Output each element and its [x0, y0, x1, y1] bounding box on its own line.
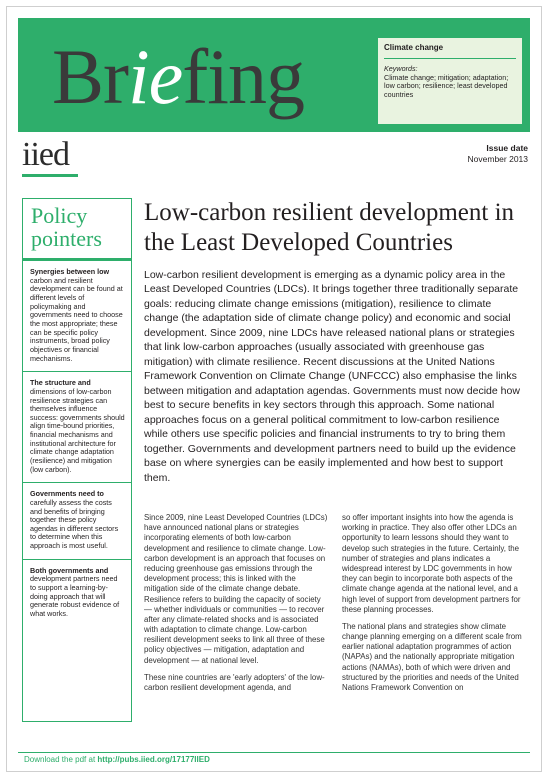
topic-keywords-box — [378, 38, 522, 124]
article-summary: Low-carbon resilient development is emerging as a dynamic policy area in the Least Developed Countries (LDCs). It brings together three traditionally separate goals: reducing climate change emissions (mitigation), resilience to climate change (the adaptation side of climate change policy) and economic and social development. Since 2009, nine LDCs have released national plans or strategies that link low-carbon approaches (usually associated with greenhouse gas mitigation) with climate resilience. Recent discussions at the United Nations Framework Convention on Climate Change (UNFCCC) also emphasise the links between mitigation and adaptation agendas. Governments must now decide how best to secure benefits in key sectors through this approach. Some national approaches focus on a general political commitment to low-carbon resilience while others use specific policies and financial instruments to try to bring them together. Governments and development partners need to build up the evidence base on where synergies can be easily implemented and how best to support them. — [144, 269, 520, 484]
issue-date-value: November 2013 — [467, 153, 528, 164]
iied-logo: iied — [22, 136, 69, 173]
footer-rule — [18, 752, 530, 753]
body-paragraph: Since 2009, nine Least Developed Countries (LDCs) have announced national plans or strategies incorporating elements of both low-carbon development and resilience to climate change. Low-carbon development is an approach that focuses on reducing greenhouse gas emissions through the development process; this is linked with the mitigation side of the climate change debate. Resilience refers to building the capacity of society — whether individuals or communities — to recover after any climate-related shocks and is associated with adaptation to climate change. Low-carbon resilient development seeks to link all three of these policy objectives — mitigation, adaptation and development — at national level. — [144, 513, 328, 665]
body-paragraph: The national plans and strategies show climate change planning emerging on a different scale from earlier national adaptation programmes of action (NAPAs) and the nationally appropriate mitigation actions (NAMAs), both of which were driven and structured by the priorities and needs of the United Nations Framework Convention on — [342, 621, 522, 692]
logo-underline — [22, 174, 78, 177]
policy-pointer-lead: The structure and — [30, 378, 91, 388]
body-column-right — [342, 513, 526, 749]
briefing-title-start: Br — [52, 33, 128, 120]
body-column-left — [144, 513, 328, 749]
download-link[interactable]: http://pubs.iied.org/17177IIED — [97, 755, 210, 764]
policy-pointer-lead: Synergies between low — [30, 267, 110, 277]
policy-pointer-text: development partners need to support a learning-by-doing approach that will generate robust evidence of what works. — [30, 574, 120, 618]
policy-pointer-text: carefully assess the costs and benefits of bringing together these policy agendas in different sectors to determine when this approach is most useful. — [30, 497, 119, 551]
article-headline: Low-carbon resilient development in the Least Developed Countries — [144, 199, 515, 256]
body-paragraph: so offer important insights into how the agenda is working in practice. They also offer other LDCs an opportunity to learn lessons should they want to develop such strategies in the future. Certainly, the number of strategies and plans indicates a widespread interest by LDC governments in how they can begin to incorporate both aspects of the climate change agenda at the national level, and a high level of support from development partners for these planning processes. — [342, 513, 521, 614]
policy-pointer-item — [23, 483, 131, 559]
policy-pointer-item — [23, 560, 131, 627]
keywords-text: Climate change; mitigation; adaptation; low carbon; resilience; least developed countries — [384, 72, 509, 100]
policy-pointer-lead: Both governments and — [30, 565, 109, 575]
keywords-label: Keywords: — [384, 63, 418, 73]
download-prefix: Download the pdf at — [24, 755, 98, 764]
issue-date-label: Issue date — [486, 143, 528, 153]
policy-pointer-item — [23, 261, 131, 372]
policy-pointer-item — [23, 372, 131, 483]
body-paragraph: These nine countries are 'early adopters' of the low-carbon resilient development agenda, and — [144, 672, 325, 692]
policy-pointers-panel — [22, 198, 132, 722]
download-footer — [24, 755, 210, 764]
topic-label: Climate change — [384, 43, 516, 59]
body-columns — [144, 513, 526, 749]
issue-date-block — [468, 143, 528, 164]
policy-pointers-title: Policy pointers — [23, 199, 131, 261]
policy-pointer-lead: Governments need to — [30, 489, 104, 499]
policy-pointer-text: carbon and resilient development can be found at different levels of policymaking and governments need to choose the most appropriate; these can be specific policy instruments, broad policy objectives or financial mechanisms. — [30, 275, 123, 363]
policy-pointer-text: dimensions of low-carbon resilience strategies can themselves influence success: governments should align time-bound priorities, financial mechanisms and institutional architecture for climate change adaptation (resilience) and mitigation (low carbon). — [30, 386, 125, 474]
briefing-title — [52, 33, 304, 120]
briefing-title-mid: ie — [128, 33, 183, 120]
briefing-title-end: fing — [182, 33, 304, 120]
